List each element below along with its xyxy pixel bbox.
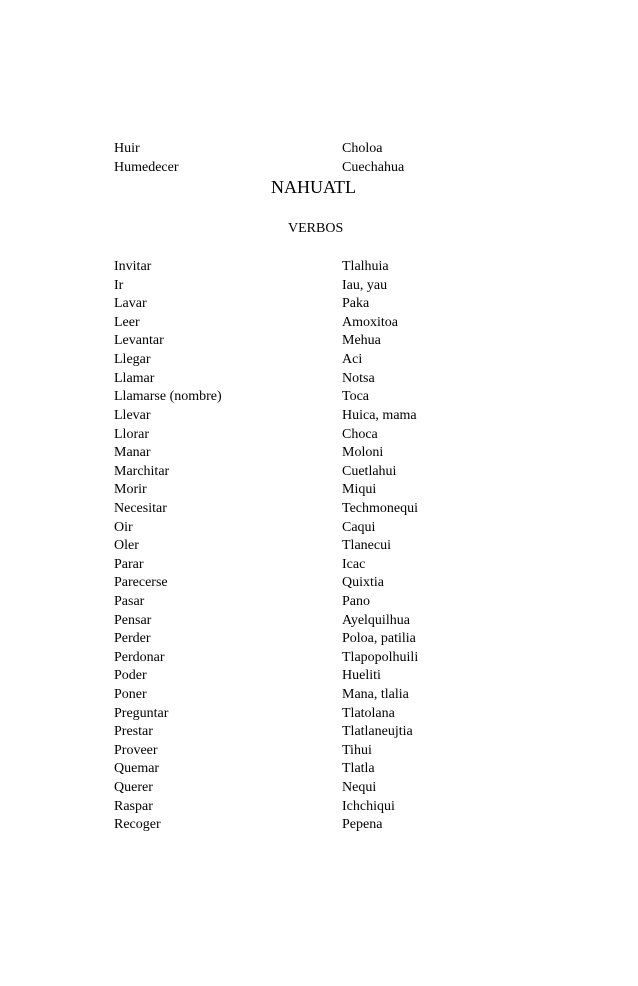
vocab-row: [0, 257, 638, 276]
nahuatl-word: Tlatla: [342, 761, 375, 776]
spanish-word: Perdonar: [114, 650, 165, 665]
nahuatl-word: Amoxitoa: [342, 315, 398, 330]
spanish-word: Morir: [114, 482, 147, 497]
vocab-row: [0, 369, 638, 388]
nahuatl-word: Cuechahua: [342, 160, 405, 175]
vocab-row: [0, 462, 638, 481]
spanish-word: Llegar: [114, 352, 151, 367]
vocab-row: [0, 759, 638, 778]
nahuatl-word: Choloa: [342, 141, 383, 156]
spanish-word: Marchitar: [114, 464, 170, 479]
nahuatl-word: Tlapopolhuili: [342, 650, 419, 665]
nahuatl-word: Iau, yau: [342, 278, 388, 293]
spanish-word: Oir: [114, 520, 133, 535]
vocab-row: [0, 139, 638, 158]
nahuatl-word: Tlalhuia: [342, 259, 389, 274]
vocab-row: [0, 685, 638, 704]
spanish-word: Preguntar: [114, 706, 169, 721]
nahuatl-word: Icac: [342, 557, 366, 572]
spanish-word: Llorar: [114, 427, 149, 442]
spanish-word: Llamar: [114, 371, 155, 386]
vocab-row: [0, 499, 638, 518]
vocab-row: [0, 611, 638, 630]
spanish-word: Querer: [114, 780, 153, 795]
vocab-row: [0, 276, 638, 295]
spanish-word: Pensar: [114, 613, 152, 628]
spanish-word: Proveer: [114, 743, 158, 758]
spanish-word: Perder: [114, 631, 151, 646]
nahuatl-word: Pepena: [342, 817, 383, 832]
vocab-row: [0, 425, 638, 444]
spanish-word: Prestar: [114, 724, 153, 739]
vocab-row: [0, 294, 638, 313]
vocab-row: [0, 778, 638, 797]
spanish-word: Pasar: [114, 594, 145, 609]
spanish-word: Leer: [114, 315, 140, 330]
nahuatl-word: Mana, tlalia: [342, 687, 409, 702]
spanish-word: Manar: [114, 445, 151, 460]
spanish-word: Parecerse: [114, 575, 168, 590]
vocab-row: [0, 518, 638, 537]
nahuatl-word: Tlanecui: [342, 538, 391, 553]
nahuatl-word: Moloni: [342, 445, 384, 460]
spanish-word: Llevar: [114, 408, 151, 423]
spanish-word: Recoger: [114, 817, 161, 832]
vocab-row: [0, 480, 638, 499]
vocab-row: [0, 722, 638, 741]
vocab-row: [0, 331, 638, 350]
spanish-word: Llamarse (nombre): [114, 389, 222, 404]
nahuatl-word: Cuetlahui: [342, 464, 397, 479]
nahuatl-word: Aci: [342, 352, 363, 367]
nahuatl-word: Mehua: [342, 333, 381, 348]
spanish-word: Lavar: [114, 296, 147, 311]
vocab-row: [0, 406, 638, 425]
nahuatl-word: Poloa, patilia: [342, 631, 416, 646]
vocab-row: [0, 387, 638, 406]
spanish-word: Raspar: [114, 799, 153, 814]
vocab-row: [0, 704, 638, 723]
vocab-row: [0, 443, 638, 462]
spanish-word: Huir: [114, 141, 140, 156]
spanish-word: Humedecer: [114, 160, 179, 175]
nahuatl-word: Tihui: [342, 743, 372, 758]
nahuatl-word: Ayelquilhua: [342, 613, 410, 628]
spanish-word: Ir: [114, 278, 124, 293]
vocab-row: [0, 536, 638, 555]
nahuatl-word: Tlatolana: [342, 706, 395, 721]
spanish-word: Poner: [114, 687, 147, 702]
nahuatl-word: Caqui: [342, 520, 376, 535]
vocab-row: [0, 629, 638, 648]
nahuatl-word: Paka: [342, 296, 370, 311]
section-title: NAHUATL: [271, 177, 356, 197]
nahuatl-word: Toca: [342, 389, 370, 404]
spanish-word: Quemar: [114, 761, 160, 776]
nahuatl-word: Techmonequi: [342, 501, 418, 516]
nahuatl-word: Nequi: [342, 780, 377, 795]
spanish-word: Oler: [114, 538, 139, 553]
nahuatl-word: Huica, mama: [342, 408, 417, 423]
spanish-word: Necesitar: [114, 501, 167, 516]
vocab-row: [0, 648, 638, 667]
vocab-row: [0, 592, 638, 611]
nahuatl-word: Choca: [342, 427, 378, 442]
spanish-word: Poder: [114, 668, 147, 683]
nahuatl-word: Notsa: [342, 371, 375, 386]
nahuatl-word: Hueliti: [342, 668, 381, 683]
spanish-word: Levantar: [114, 333, 164, 348]
section-subtitle: VERBOS: [288, 221, 344, 236]
spanish-word: Invitar: [114, 259, 152, 274]
nahuatl-word: Miqui: [342, 482, 377, 497]
vocab-row: [0, 555, 638, 574]
vocab-row: [0, 741, 638, 760]
nahuatl-word: Ichchiqui: [342, 799, 395, 814]
vocab-row: [0, 350, 638, 369]
vocab-row: [0, 573, 638, 592]
vocab-row: [0, 666, 638, 685]
nahuatl-word: Tlatlaneujtia: [342, 724, 413, 739]
vocab-row: [0, 313, 638, 332]
nahuatl-word: Pano: [342, 594, 370, 609]
spanish-word: Parar: [114, 557, 144, 572]
nahuatl-word: Quixtia: [342, 575, 384, 590]
vocab-row: [0, 797, 638, 816]
vocab-row: [0, 815, 638, 834]
